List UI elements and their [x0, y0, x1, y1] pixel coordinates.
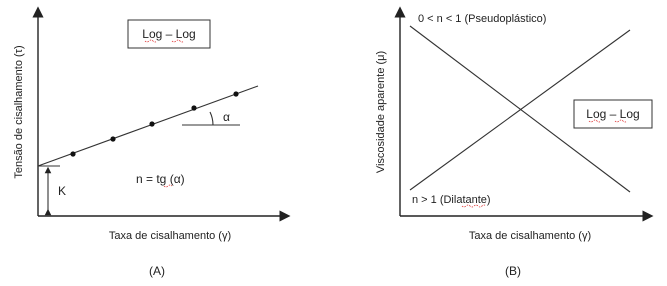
panel-a-scale-label: Log – Log — [142, 27, 196, 41]
panel-a-k-label: K — [58, 184, 67, 198]
panel-b-scale-label: Log – Log — [586, 107, 640, 121]
panel-a-formula: n = tg (α) — [136, 172, 185, 186]
panel-a-caption: (A) — [149, 264, 165, 278]
panel-a-data-point — [233, 91, 238, 96]
panel-b-caption: (B) — [505, 264, 521, 278]
panel-a — [13, 12, 285, 278]
panel-b-x-label: Taxa de cisalhamento (γ) — [468, 230, 592, 242]
panel-b-y-label: Viscosidade aparente (μ) — [375, 50, 387, 174]
panel-a-angle-label: α — [223, 110, 230, 124]
panel-b-pseudoplastic-label: 0 < n < 1 (Pseudoplástico) — [418, 13, 547, 25]
panel-b-dilatant-label: n > 1 (Dilatante) — [412, 194, 491, 206]
panel-b — [375, 12, 652, 278]
panel-a-x-label: Taxa de cisalhamento (γ) — [108, 230, 232, 242]
panel-a-data-point — [110, 136, 115, 141]
panel-a-angle-arc — [210, 112, 213, 125]
panel-a-data-point — [70, 151, 75, 156]
panel-a-data-point — [191, 105, 196, 110]
panel-a-y-label: Tensão de cisalhamento (τ) — [13, 45, 25, 179]
panel-a-data-point — [149, 121, 154, 126]
